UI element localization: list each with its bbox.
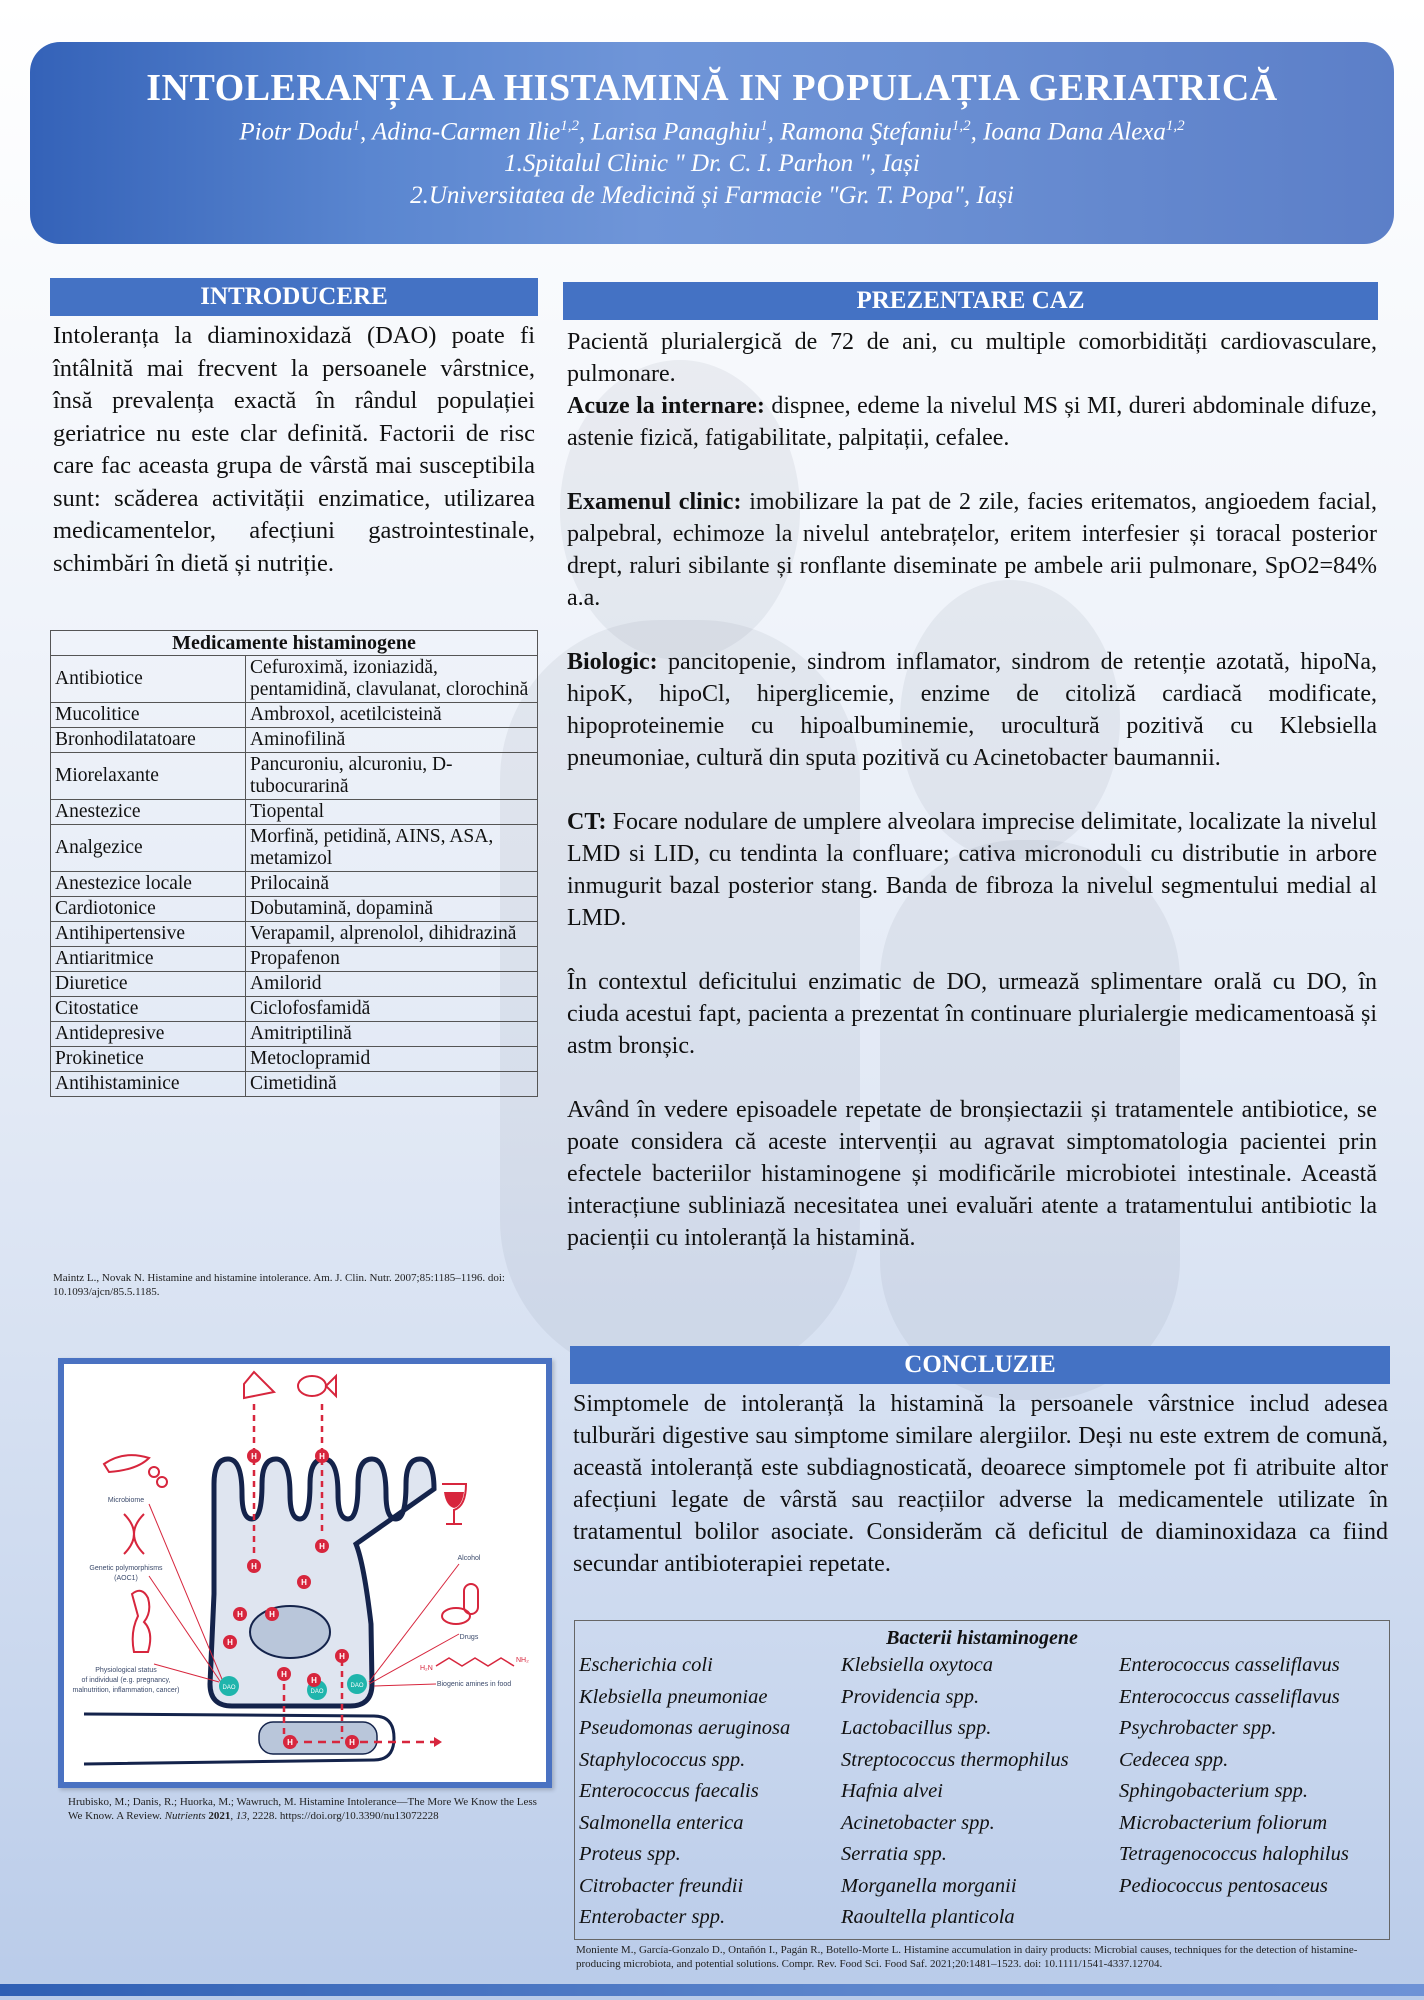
svg-text:H: H xyxy=(311,1676,317,1685)
conclusion-text xyxy=(573,1388,1388,1580)
diagram-reference: Hrubisko, M.; Danis, R.; Huorka, M.; Wawruch, M. Histamine Intolerance—The More We Know the Less We Know. A Review. Nutrients 2021, 13, 2228. https://doi.org/10.3390/nu13072228 xyxy=(68,1796,537,1822)
medication-category: Cardiotonice xyxy=(51,897,246,922)
author-affiliation-sup: 1 xyxy=(352,118,361,134)
medication-category: Mucolitice xyxy=(51,703,246,728)
svg-text:DAO: DAO xyxy=(222,1685,236,1691)
medication-drugs: Verapamil, alprenolol, dihidrazină xyxy=(246,922,538,947)
medication-row xyxy=(51,972,538,997)
svg-text:H: H xyxy=(281,1670,287,1679)
medication-drugs: Tiopental xyxy=(246,800,538,825)
medication-drugs: Amilorid xyxy=(246,972,538,997)
medication-row xyxy=(51,922,538,947)
bacteria-item: Psychrobacter spp. xyxy=(1119,1717,1277,1739)
poster-title: INTOLERANȚA LA HISTAMINĂ IN POPULAȚIA GERIATRICĂ xyxy=(146,67,1278,109)
medication-row xyxy=(51,1047,538,1072)
author-list: Piotr Dodu$^1$, Adina-Carmen Ilie$^{1,2}$, Larisa Panaghiu$^1$, Ramona Ştefaniu$^{1,2}$, Ioana Dana Alexa$^{1,2}$ xyxy=(239,118,1185,146)
bacteria-item: Serratia spp. xyxy=(841,1843,947,1865)
svg-text:H: H xyxy=(349,1738,355,1747)
bacteria-item: Raoultella planticola xyxy=(841,1906,1015,1928)
medication-drugs: Cimetidină xyxy=(246,1072,538,1097)
medication-drugs: Propafenon xyxy=(246,947,538,972)
medication-drugs: Ciclofosfamidă xyxy=(246,997,538,1022)
medication-row xyxy=(51,997,538,1022)
label-genetic: Genetic polymorphisms xyxy=(89,1565,163,1572)
label-biogenic-amines: Biogenic amines in food xyxy=(436,1681,512,1688)
histamine-marker xyxy=(223,1635,237,1649)
histamine-marker xyxy=(297,1575,311,1589)
svg-text:H: H xyxy=(319,1542,325,1551)
svg-text:H: H xyxy=(251,1452,257,1461)
medication-category: Analgezice xyxy=(51,825,246,872)
svg-text:DAO: DAO xyxy=(310,1689,324,1695)
histamine-marker xyxy=(345,1735,359,1749)
author-name: Ramona Ştefaniu xyxy=(780,118,952,146)
dao-enzyme xyxy=(347,1674,367,1694)
medication-row xyxy=(51,1072,538,1097)
poster-header xyxy=(30,42,1394,244)
medication-row xyxy=(51,753,538,800)
bacteria-item: Tetragenococcus halophilus xyxy=(1119,1843,1349,1865)
svg-text:H: H xyxy=(301,1578,307,1587)
medication-category: Antibiotice xyxy=(51,656,246,703)
bacteria-item: Enterococcus casseliflavus xyxy=(1119,1654,1340,1676)
bacteria-item: Enterobacter spp. xyxy=(579,1906,726,1928)
label-physiological-3: malnutrition, inflammation, cancer) xyxy=(72,1687,180,1694)
intro-text xyxy=(53,320,535,580)
medication-row xyxy=(51,656,538,703)
histamine-marker xyxy=(265,1607,279,1621)
case-text xyxy=(567,326,1377,1254)
bacteria-table xyxy=(574,1620,1390,1940)
histamine-diagram-svg xyxy=(64,1364,546,1782)
label-physiological-1: Physiological status xyxy=(95,1667,157,1674)
label-microbiome: Microbiome xyxy=(107,1497,145,1504)
fish-icon xyxy=(298,1376,326,1396)
medication-table xyxy=(50,630,538,1097)
bacteria-item: Providencia spp. xyxy=(841,1685,980,1708)
medication-drugs: Morfină, petidină, AINS, ASA, metamizol xyxy=(246,825,538,872)
author-affiliation-sup: 1,2 xyxy=(951,118,971,134)
bacteria-reference: Moniente M., García-Gonzalo D., Ontañón I., Pagán R., Botello-Morte L. Histamine accumulation in dairy products: Microbial causes, techniques for the detection of histamine-producing microbiota, and potential solutions. Compr. Rev. Food Sci. Food Saf. 2021;20:1481–1523. doi: 10.1111/1541-4337.12704. xyxy=(576,1944,1358,1970)
label-physiological-2: of individual (e.g. pregnancy, xyxy=(81,1677,171,1684)
histamine-marker xyxy=(277,1667,291,1681)
medication-row xyxy=(51,947,538,972)
bacteria-item: Citrobacter freundii xyxy=(579,1874,744,1897)
histamine-marker xyxy=(335,1649,349,1663)
medication-category: Prokinetice xyxy=(51,1047,246,1072)
affiliation-2: 2.Universitatea de Medicină și Farmacie "Gr. T. Popa", Iași xyxy=(410,182,1014,210)
medication-drugs: Metoclopramid xyxy=(246,1047,538,1072)
histamine-diagram xyxy=(58,1358,552,1788)
bacteria-column xyxy=(579,1650,841,1934)
svg-text:H: H xyxy=(251,1562,257,1571)
bacteria-column xyxy=(1119,1650,1389,1934)
label-nh2: NH₂ xyxy=(516,1657,529,1664)
medication-drugs: Aminofilină xyxy=(246,728,538,753)
dao-enzyme xyxy=(219,1676,239,1696)
medication-category: Bronhodilatatoare xyxy=(51,728,246,753)
bacteria-item: Cedecea spp. xyxy=(1119,1748,1229,1771)
bacteria-item: Morganella morganii xyxy=(841,1874,1017,1897)
dna-icon xyxy=(124,1514,144,1554)
bacteria-item: Microbacterium foliorum xyxy=(1119,1811,1328,1834)
svg-text:H: H xyxy=(339,1652,345,1661)
pregnancy-icon xyxy=(132,1591,150,1652)
label-h2n: H₂N xyxy=(420,1665,433,1672)
author-name: Larisa Panaghiu xyxy=(591,118,761,146)
medication-table-reference: Maintz L., Novak N. Histamine and histamine intolerance. Am. J. Clin. Nutr. 2007;85:1185–1196. doi: 10.1093/ajcn/85.5.1185. xyxy=(53,1272,505,1298)
medication-category: Miorelaxante xyxy=(51,753,246,800)
bacteria-item: Klebsiella pneumoniae xyxy=(579,1685,768,1708)
medication-drugs: Cefuroximă, izoniazidă, pentamidină, clavulanat, clorochină xyxy=(246,656,538,703)
medication-category: Anestezice xyxy=(51,800,246,825)
medication-category: Anestezice locale xyxy=(51,872,246,897)
medication-row xyxy=(51,1022,538,1047)
histamine-marker xyxy=(247,1449,261,1463)
svg-text:H: H xyxy=(237,1610,243,1619)
histamine-marker xyxy=(315,1539,329,1553)
microbiome-icon xyxy=(104,1455,149,1472)
label-alcohol: Alcohol xyxy=(457,1555,481,1562)
author-affiliation-sup: 1 xyxy=(760,118,768,134)
bacteria-item: Acinetobacter spp. xyxy=(841,1811,995,1834)
case-intro: Pacientă plurialergică de 72 de ani, cu multiple comorbidități cardiovasculare, pulmonare. Acuze la internare: dispnee, edeme la nivelul MS și MI, dureri abdominale difuze, astenie fizică, fatigabilitate, palpitații, cefalee. xyxy=(567,329,1377,451)
bacteria-item: Sphingobacterium spp. xyxy=(1119,1780,1309,1802)
svg-text:H: H xyxy=(319,1452,325,1461)
medication-category: Citostatice xyxy=(51,997,246,1022)
case-heading: PREZENTARE CAZ xyxy=(563,282,1378,320)
case-biologic: Biologic: pancitopenie, sindrom inflamator, sindrom de retenție azotată, hipoNa, hipoK, hipoCl, hiperglicemie, enzime de citoliză cardiacă modificate, hipoproteinemie cu hipoalbuminemie, urocultură pozitivă cu Klebsiella pneumoniae, cultură din sputa pozitivă cu Acinetobacter baumannii. xyxy=(567,649,1377,771)
author-affiliation-sup: 1,2 xyxy=(1165,118,1185,134)
vessel-lumen xyxy=(259,1722,377,1754)
amine-chain xyxy=(436,1658,514,1666)
medication-drugs: Prilocaină xyxy=(246,872,538,897)
conclusion-heading: CONCLUZIE xyxy=(570,1346,1390,1384)
bacteria-item: Salmonella enterica xyxy=(579,1811,744,1834)
affiliation-1: 1.Spitalul Clinic " Dr. C. I. Parhon ", Iași xyxy=(504,150,920,178)
bacteria-item: Streptococcus thermophilus xyxy=(841,1748,1069,1771)
bacteria-item: Pseudomonas aeruginosa xyxy=(579,1717,791,1739)
footer-bar xyxy=(0,1984,1424,1996)
intro-heading: INTRODUCERE xyxy=(50,278,538,316)
case-final: Având în vedere episoadele repetate de bronșiectazii și tratamentele antibiotice, se poate considera că aceste intervenții au agravat simptomatologia pacientei prin efectele bacteriilor histaminogene și modificările microbiotei intestinale. Această interacțiune subliniază necesitatea unei evaluări atente a tratamentului antibiotic la pacienții cu intoleranță la histamină. xyxy=(567,1097,1377,1251)
medication-row xyxy=(51,872,538,897)
medication-table-title: Medicamente histaminogene xyxy=(51,631,538,656)
svg-text:DAO: DAO xyxy=(350,1683,364,1689)
medication-drugs: Pancuroniu, alcuroniu, D-tubocurarină xyxy=(246,753,538,800)
case-do: În contextul deficitului enzimatic de DO, urmează splimentare orală cu DO, în ciuda acestui fapt, pacienta a prezentat în continuare plurialergie medicamentoasă și astm bronșic. xyxy=(567,969,1377,1059)
cheese-icon xyxy=(244,1372,274,1398)
medication-drugs: Amitriptilină xyxy=(246,1022,538,1047)
histamine-marker xyxy=(307,1673,321,1687)
svg-text:H: H xyxy=(269,1610,275,1619)
bacteria-item: Staphylococcus spp. xyxy=(579,1748,746,1771)
bacteria-item: Lactobacillus spp. xyxy=(841,1717,992,1739)
medication-category: Antihipertensive xyxy=(51,922,246,947)
bacteria-item: Enterococcus faecalis xyxy=(579,1780,759,1802)
bacteria-item: Klebsiella oxytoca xyxy=(841,1654,993,1676)
bacteria-item: Proteus spp. xyxy=(579,1843,681,1865)
histamine-marker xyxy=(283,1735,297,1749)
author-name: Piotr Dodu xyxy=(239,118,353,146)
cell-nucleus xyxy=(250,1606,330,1658)
author-name: Ioana Dana Alexa xyxy=(983,118,1166,146)
medication-row xyxy=(51,703,538,728)
medication-row xyxy=(51,825,538,872)
medication-row xyxy=(51,800,538,825)
conclusion-paragraph: Simptomele de intoleranță la histamină la persoanele vârstnice includ adesea tulburări digestive sau simptome similare alergiilor. Deși nu este extrem de comună, această intoleranță este subdiagnosticată, deoarece simptomele pot fi atribuite altor afecțiuni legate de vârstă sau reacțiilor adverse la medicamentele utilizate în tratamentul bolilor asociate. Considerăm că deficitul de diaminoxidaza ca fiind secundar antibioterapiei repetate. xyxy=(573,1391,1388,1577)
medication-row xyxy=(51,897,538,922)
bacteria-column xyxy=(841,1650,1119,1934)
bacteria-table-title: Bacterii histaminogene xyxy=(886,1627,1078,1649)
medication-category: Antidepresive xyxy=(51,1022,246,1047)
medication-category: Antihistaminice xyxy=(51,1072,246,1097)
bacteria-item: Escherichia coli xyxy=(579,1654,713,1676)
medication-drugs: Dobutamină, dopamină xyxy=(246,897,538,922)
medication-row xyxy=(51,728,538,753)
author-affiliation-sup: 1,2 xyxy=(560,118,580,134)
medication-category: Antiaritmice xyxy=(51,947,246,972)
author-name: Adina-Carmen Ilie xyxy=(372,118,561,146)
histamine-marker xyxy=(315,1449,329,1463)
bacteria-item: Hafnia alvei xyxy=(841,1780,943,1802)
bacteria-item: Enterococcus casseliflavus xyxy=(1119,1685,1340,1708)
case-ct: CT: Focare nodulare de umplere alveolara imprecise delimitate, localizate la nivelul LMD si LID, cu tendinta la confluare; cativa micronoduli cu distributie in arbore inmugurit bazal posterior stang. Banda de fibroza la nivelul segmentului medial al LMD. xyxy=(567,809,1377,931)
svg-text:H: H xyxy=(227,1638,233,1647)
intro-paragraph: Intoleranța la diaminoxidază (DAO) poate fi întâlnită mai frecvent la persoanele vârstnice, însă prevalența exactă în rândul populației geriatrice nu este clar definită. Factorii de risc care fac aceasta grupa de vârstă mai susceptibila sunt: scăderea activității enzimatice, utilizarea medicamentelor, afecțiuni gastrointestinale, schimbări în dietă și nutriție. xyxy=(53,322,535,577)
histamine-marker xyxy=(233,1607,247,1621)
label-genetic-aoc1: (AOC1) xyxy=(114,1575,138,1582)
bacteria-item: Pediococcus pentosaceus xyxy=(1119,1874,1328,1897)
histamine-marker xyxy=(247,1559,261,1573)
medication-category: Diuretice xyxy=(51,972,246,997)
svg-text:H: H xyxy=(287,1738,293,1747)
medication-drugs: Ambroxol, acetilcisteină xyxy=(246,703,538,728)
case-exam: Examenul clinic: imobilizare la pat de 2 zile, facies eritematos, angioedem facial, palpebral, echimoze la nivelul antebrațelor, eritem interfesier și toracal posterior drept, raluri sibilante și ronflante diseminate pe ambele arii pulmonare, SpO2=84% a.a. xyxy=(567,489,1377,611)
label-drugs: Drugs xyxy=(459,1634,479,1641)
